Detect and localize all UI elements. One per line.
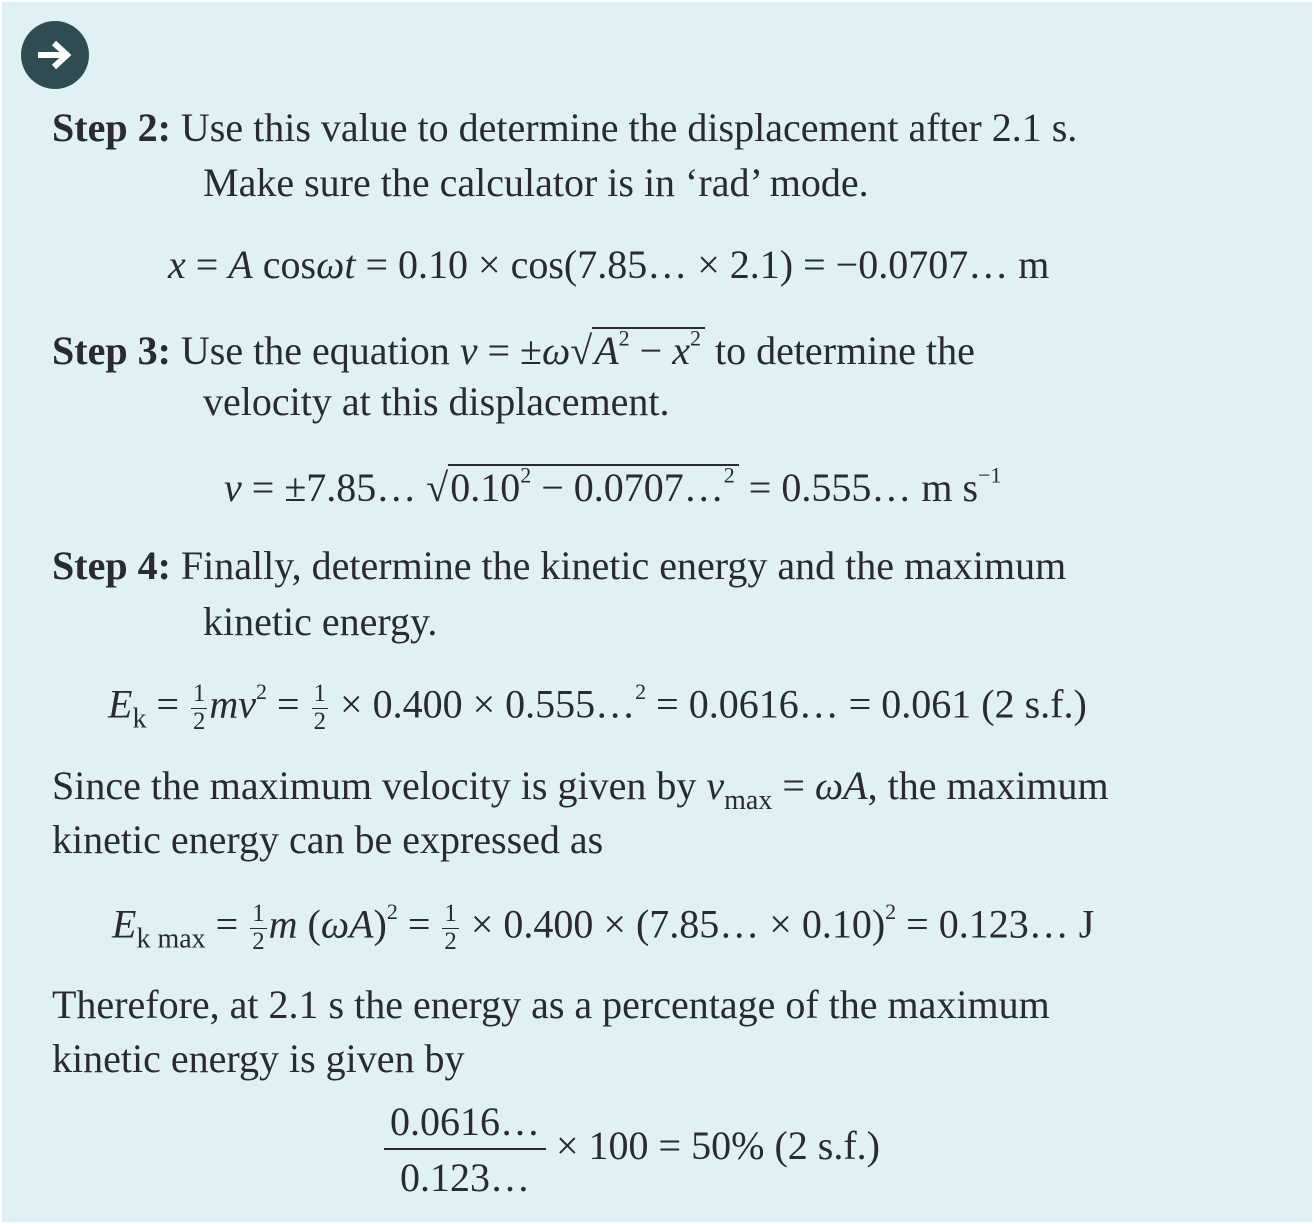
eq-part: × 100 = 50% (2 s.f.) [546, 1123, 880, 1169]
eq-part: = 0.555… m s [738, 465, 979, 510]
step3-line2: velocity at this displacement. [203, 379, 670, 424]
velocity-equation [224, 464, 1001, 508]
eq-sign: = [397, 901, 441, 947]
step2-line2: Make sure the calculator is in ‘rad’ mode. [203, 160, 869, 205]
step3-text: to determine the [704, 328, 975, 373]
eq-part: × 0.400 × 0.555… [330, 681, 636, 727]
para2-line1: Therefore, at 2.1 s the energy as a percentage of the maximum [52, 982, 1050, 1027]
step4-line1 [52, 543, 1067, 588]
eq-var: v [459, 328, 478, 373]
subscript: k max [136, 923, 206, 955]
arrow-right-icon [21, 21, 89, 89]
eq-sign: = [146, 681, 189, 727]
fraction-half [312, 682, 328, 735]
eq-var: v [706, 763, 725, 808]
eq-var: x [672, 328, 690, 373]
eq-var: x [168, 242, 186, 287]
exponent: 2 [635, 678, 647, 704]
eq-var: ωt [316, 242, 356, 287]
eq-part: ( [297, 901, 321, 947]
eq-var: ω [541, 328, 571, 373]
eq-sign: − [629, 328, 673, 373]
denominator: 2 [252, 927, 265, 955]
sqrt-expression: $√0.10^2$ − 0.0707…$^2$ [426, 464, 739, 508]
step3-line1 [52, 327, 975, 371]
numerator: 0.0616… [384, 1102, 546, 1150]
eq-var: ωA [814, 763, 868, 808]
exponent: 2 [386, 898, 398, 924]
denominator: 2 [444, 927, 457, 955]
exponent: −1 [978, 462, 1002, 488]
arrow-right-glyph [35, 38, 75, 72]
exponent: 2 [689, 325, 701, 351]
eq-sign: = ± [477, 328, 542, 373]
step2-line1 [52, 105, 1078, 150]
numerator: 1 [444, 900, 457, 927]
para-text: Since the maximum velocity is given by [52, 763, 707, 808]
denominator: 2 [193, 707, 206, 735]
para2-line2: kinetic energy is given by [52, 1036, 465, 1081]
eq-sign: = [772, 763, 815, 808]
denominator: 0.123… [400, 1155, 530, 1200]
eq-part: − 0.0707… [531, 465, 724, 510]
step2-label: Step 2: [52, 105, 171, 150]
max-kinetic-energy-equation [112, 898, 1095, 955]
eq-part: = ±7.85… [241, 465, 427, 510]
fraction-half [442, 902, 458, 955]
exponent: 2 [256, 678, 268, 704]
eq-rest: = 0.10 × cos(7.85… × 2.1) = −0.0707… m [355, 242, 1050, 287]
denominator: 2 [313, 707, 327, 735]
eq-part: = 0.123… J [896, 901, 1095, 947]
numerator: 1 [313, 680, 327, 707]
para1-line1 [52, 763, 1109, 816]
eq-var: E [112, 901, 137, 947]
para-text: , the maximum [867, 763, 1109, 808]
subscript: k [132, 703, 147, 735]
step4-line2: kinetic energy. [203, 599, 438, 644]
numerator: 1 [252, 900, 265, 927]
eq-var: ωA [320, 901, 374, 947]
worked-example-panel [2, 2, 1312, 1222]
eq-sign: = [267, 681, 310, 727]
fraction-half [250, 902, 266, 955]
eq-part: = 0.0616… = 0.061 (2 s.f.) [646, 681, 1087, 727]
percentage-equation [384, 1099, 880, 1200]
subscript: max [724, 784, 773, 816]
step2-text: Use this value to determine the displacement after 2.1 s. [180, 105, 1078, 150]
exponent: 2 [520, 462, 532, 488]
eq-var: mv [209, 681, 257, 727]
eq-var: E [108, 681, 133, 727]
eq-var: A [594, 328, 619, 373]
exponent: 2 [618, 325, 630, 351]
eq-sign: = [185, 242, 229, 287]
exponent: 2 [723, 462, 735, 488]
eq-var: v [224, 465, 242, 510]
step4-label: Step 4: [52, 543, 171, 588]
numerator: 1 [193, 680, 206, 707]
displacement-equation [168, 242, 1050, 287]
exponent: 2 [885, 898, 897, 924]
eq-part: × 0.400 × (7.85… × 0.10) [460, 901, 886, 947]
step3-label: Step 3: [52, 328, 171, 373]
eq-func: cos [252, 242, 317, 287]
fraction-half [191, 682, 207, 735]
eq-sign: = [205, 901, 249, 947]
para1-line2: kinetic energy can be expressed as [52, 817, 604, 862]
eq-var: m [268, 901, 298, 947]
sqrt-expression: $√A^2 - x^2$ [570, 327, 705, 371]
kinetic-energy-equation [108, 678, 1087, 735]
eq-part: ) [373, 901, 387, 947]
eq-part: 0.10 [450, 465, 521, 510]
step3-text: Use the equation [180, 328, 460, 373]
eq-var: A [228, 242, 253, 287]
step4-text: Finally, determine the kinetic energy and the maximum [180, 543, 1067, 588]
percentage-fraction [384, 1099, 546, 1200]
